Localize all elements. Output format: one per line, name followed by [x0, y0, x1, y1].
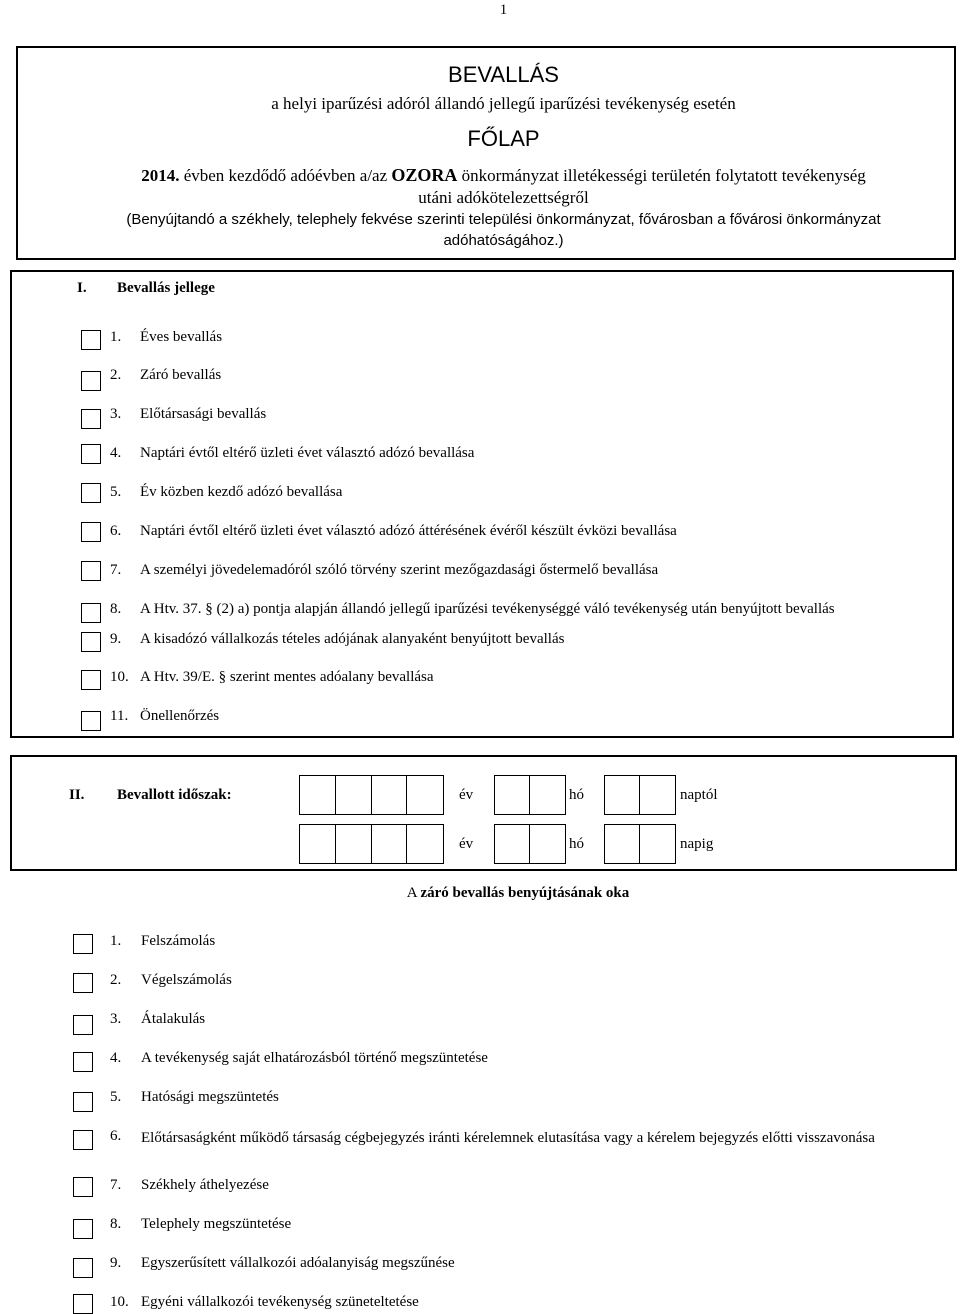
return-type-item: 1. Éves bevallás [110, 329, 223, 345]
section-2-title: Bevallott időszak: [117, 787, 232, 803]
reason-item: 6. Előtársaságként működő társaság cégbejegyzés iránti kérelemnek elutasítása vagy a kérelem bejegyzés előtti visszavonása [110, 1128, 875, 1146]
reason-item: 3. Átalakulás [110, 1011, 206, 1027]
section-1-title: Bevallás jellege [117, 280, 215, 296]
to-year-input[interactable] [299, 824, 444, 864]
section-name: FŐLAP [467, 126, 540, 151]
section-2-roman: II. [69, 787, 85, 803]
checkbox-eva-termination[interactable] [73, 1258, 93, 1278]
checkbox-official-termination[interactable] [73, 1092, 93, 1112]
from-year-label: év [459, 787, 474, 803]
checkbox-own-decision-termination[interactable] [73, 1052, 93, 1072]
checkbox-pre-company-return[interactable] [81, 409, 101, 429]
to-year-label: év [459, 836, 474, 852]
checkbox-final-return[interactable] [81, 371, 101, 391]
checkbox-annual-return[interactable] [81, 330, 101, 350]
to-day-label: napig [680, 836, 714, 852]
tax-year: 2014. [141, 166, 180, 185]
return-type-item: 3. Előtársasági bevallás [110, 406, 267, 422]
section-1-roman: I. [77, 280, 87, 296]
checkbox-sole-trader-suspension[interactable] [73, 1294, 93, 1314]
reason-item: 7. Székhely áthelyezése [110, 1177, 269, 1193]
from-month-input[interactable] [494, 775, 566, 815]
to-month-input[interactable] [494, 824, 566, 864]
checkbox-kata-return[interactable] [81, 632, 101, 652]
checkbox-htv37-return[interactable] [81, 603, 101, 623]
reason-item: 8. Telephely megszüntetése [110, 1216, 292, 1232]
from-day-input[interactable] [604, 775, 676, 815]
checkbox-registration-rejected[interactable] [73, 1130, 93, 1150]
return-type-item: 11. Önellenőrzés [110, 708, 220, 724]
checkbox-transition-return[interactable] [81, 522, 101, 542]
obligation-line: utáni adókötelezettségről [418, 188, 589, 207]
to-day-input[interactable] [604, 824, 676, 864]
section-2-box [10, 755, 957, 871]
checkbox-fiscal-year-return[interactable] [81, 444, 101, 464]
form-subtitle: a helyi iparűzési adóról állandó jellegű iparűzési tevékenység esetén [271, 94, 736, 113]
return-type-item: 8. A Htv. 37. § (2) a) pontja alapján állandó jellegű iparűzési tevékenységgé váló tevékenység után benyújtott bevallás [110, 601, 835, 617]
checkbox-farmer-return[interactable] [81, 561, 101, 581]
checkbox-transformation[interactable] [73, 1015, 93, 1035]
checkbox-exempt-return[interactable] [81, 670, 101, 690]
reason-item: 5. Hatósági megszüntetés [110, 1089, 279, 1105]
tax-year-line [0, 165, 960, 186]
submission-note: (Benyújtandó a székhely, telephely fekvése szerinti települési önkormányzat, fővárosban a fővárosi önkormányzat [126, 211, 881, 228]
tax-year-text: évben kezdődő adóévben a/az [183, 166, 388, 185]
reason-item: 9. Egyszerűsített vállalkozói adóalanyiság megszűnése [110, 1255, 455, 1271]
checkbox-self-revision[interactable] [81, 711, 101, 731]
checkbox-seat-relocation[interactable] [73, 1177, 93, 1197]
submission-note-cont: adóhatóságához.) [443, 232, 564, 249]
form-title: BEVALLÁS [448, 62, 559, 87]
return-type-item: 6. Naptári évtől eltérő üzleti évet választó adózó áttérésének évéről készült évközi bevallása [110, 523, 677, 539]
checkbox-mid-year-start-return[interactable] [81, 483, 101, 503]
return-type-item: 7. A személyi jövedelemadóról szóló törvény szerint mezőgazdasági őstermelő bevallása [110, 562, 659, 578]
from-day-label: naptól [680, 787, 718, 803]
return-type-item: 5. Év közben kezdő adózó bevallása [110, 484, 343, 500]
from-month-label: hó [569, 787, 584, 803]
checkbox-liquidation[interactable] [73, 934, 93, 954]
return-type-item: 9. A kisadózó vállalkozás tételes adójának alanyaként benyújtott bevallás [110, 631, 565, 647]
final-return-reason-title: A záró bevallás benyújtásának oka [406, 885, 630, 901]
checkbox-site-closure[interactable] [73, 1219, 93, 1239]
to-month-label: hó [569, 836, 584, 852]
checkbox-winding-up[interactable] [73, 973, 93, 993]
reason-item: 2. Végelszámolás [110, 972, 232, 988]
from-year-input[interactable] [299, 775, 444, 815]
reason-item: 1. Felszámolás [110, 933, 216, 949]
municipality-name: OZORA [391, 165, 458, 185]
reason-item: 4. A tevékenység saját elhatározásból történő megszüntetése [110, 1050, 488, 1066]
return-type-item: 10. A Htv. 39/E. § szerint mentes adóalany bevallása [110, 669, 434, 685]
return-type-item: 2. Záró bevallás [110, 367, 222, 383]
return-type-item: 4. Naptári évtől eltérő üzleti évet választó adózó bevallása [110, 445, 475, 461]
reason-item: 10. Egyéni vállalkozói tevékenység szüneteltetése [110, 1294, 419, 1310]
page-number: 1 [499, 2, 508, 18]
tax-year-rest: önkormányzat illetékességi területén folytatott tevékenység [461, 166, 866, 185]
